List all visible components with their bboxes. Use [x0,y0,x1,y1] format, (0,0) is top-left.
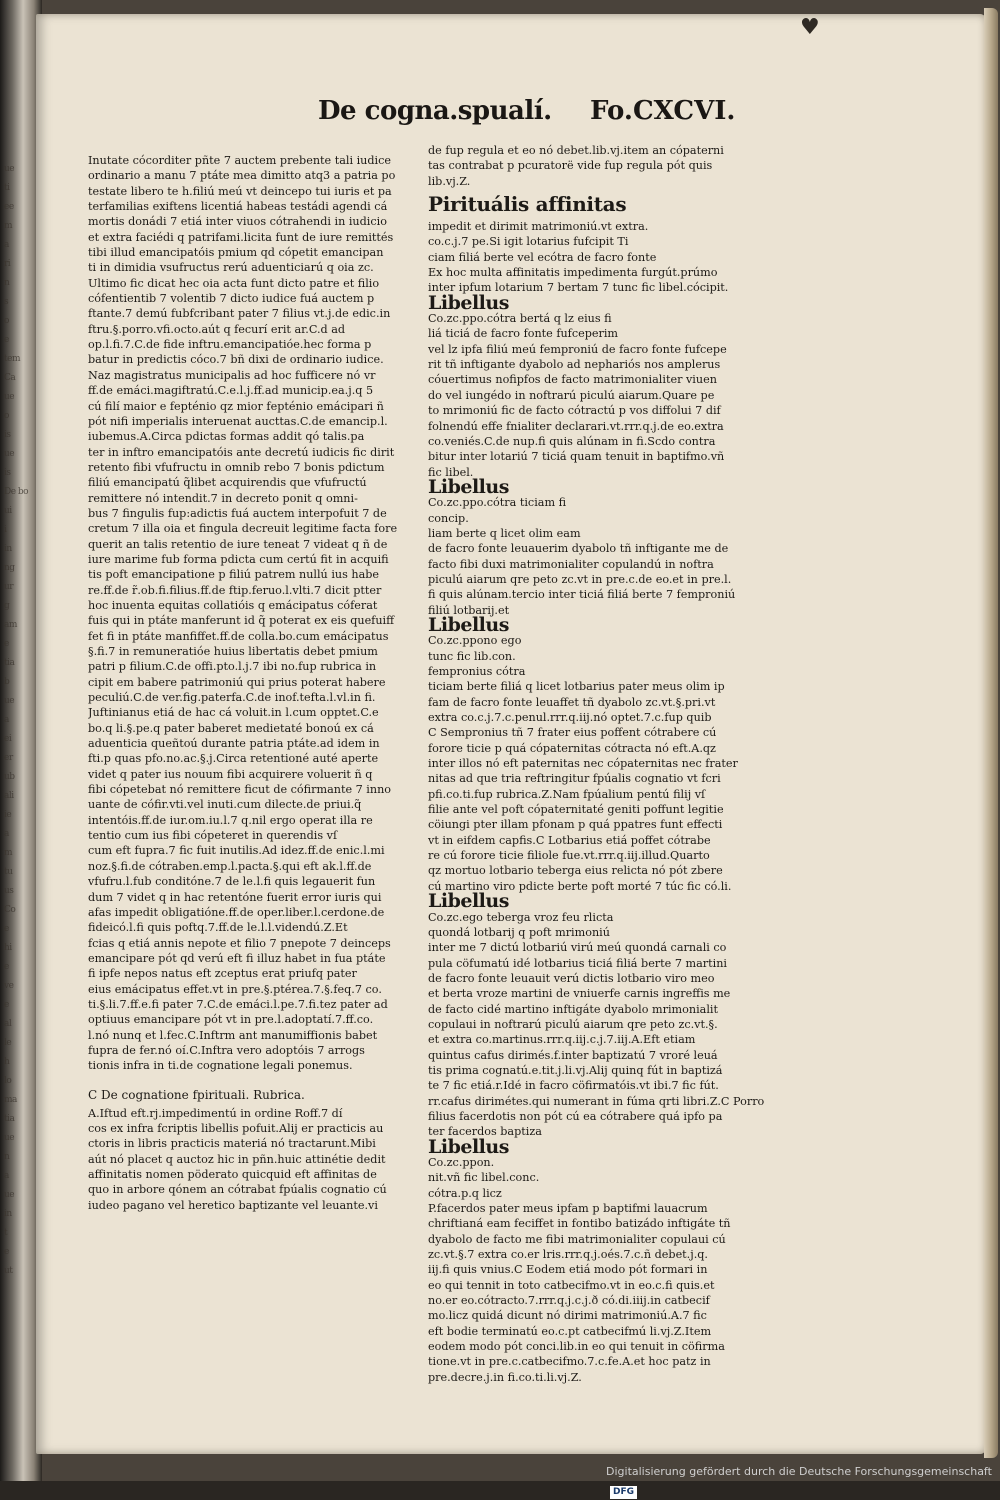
libellus-line-4 [428,890,768,913]
text-line: et berta vroze martini de vniuerfe carnis ingreffis me [428,987,731,1001]
text-line: bo.q li.§.pe.q pater baberet medietaté bonoú ex cá [88,721,374,735]
text-line: batur in predictis cóco.7 bñ dixi de ordinario iudice. [88,353,384,367]
text-line: nit.vñ fic libel.conc. [428,1171,540,1185]
text-line: aduenticia queñtoú durante patria ptáte.ad idem in [88,737,380,751]
text-line: A.Iftud eft.rj.impedimentú in ordine Roff.7 dí [88,1106,343,1120]
libellus-label: Libellus [428,613,509,636]
text-line: §.fi.7 in remuneratióe huius libertatis debet pmium [88,645,378,658]
libellus-line-5 [428,1135,768,1158]
fragment-line: e [4,1247,9,1257]
text-line: te 7 fic etiá.r.Idé in facro cöfirmatóis.vt ibi.7 fic fút. [428,1079,719,1093]
right-lines-d [428,633,768,894]
text-line: P.facerdos pater meus ipfam p baptifmi lauacrum [428,1202,708,1216]
libellus-line-2 [428,475,768,498]
text-line: uante de cófir.vti.vel inuti.cum dilecte.de priui.q̃ [88,798,362,812]
text-line: patri p filium.C.de offi.pto.l.j.7 ibi no.fup rubrica in [88,660,377,674]
fragment-line: ub [4,772,15,782]
right-lines-a [428,219,768,296]
text-line: C Sempronius tñ 7 frater eius poffent cótrabere cú [428,726,717,740]
text-line: lib.vj.Z. [428,174,471,188]
text-line: iubemus.A.Circa pdictas formas addit qó talis.pa [88,430,365,444]
fragment-line: Ca [4,373,16,383]
left-lines-part2 [88,1106,400,1213]
text-line: impedit et dirimit matrimoniú.vt extra. [428,220,649,234]
text-line: filie ante vel poft cópaternitaté geniti poffunt legitie [428,803,724,817]
fragment-line: a [4,240,9,250]
fragment-line: ue [4,392,15,402]
text-line: Ex hoc multa affinitatis impedimenta furgút.prúmo [428,266,718,280]
text-line: extra co.c.j.7.c.penul.rrr.q.iij.nó optet.7.c.fup quib [428,711,712,725]
text-line: ti.§.li.7.ff.e.fi pater 7.C.de emáci.l.pe.7.fi.tez pater ad [88,997,388,1011]
text-line: filiú emancipatú q̃libet acquirendis que vfufructú [88,476,367,490]
text-line: ter facerdos baptiza [428,1125,542,1139]
text-line: et extra co.martinus.rrr.q.iij.c.j.7.iij.A.Eft etiam [428,1033,696,1047]
left-text-column [88,153,400,1213]
fragment-line: ei [4,734,12,744]
fragment-line: ma [4,1095,17,1105]
libellus-label: Libellus [428,1135,509,1158]
text-line: pula cöfumatú idé lotbarius ticiá filiá berte 7 martini [428,956,727,970]
fragment-line: am [4,620,17,630]
text-line: re.ff.de r̃.ob.fi.filius.ff.de ftip.feruo.l.vlti.7 dicit ptter [88,583,382,597]
fragment-line: ue [4,164,15,174]
fragment-line: e [4,335,9,345]
text-line: pre.decre.j.in fi.co.ti.li.vj.Z. [428,1370,582,1384]
libellus-line-3 [428,613,768,636]
libellus-line-1 [428,291,768,314]
page-edge [984,8,998,1458]
text-line: fuis qui in ptáte manferunt id q̃ poterat ex eis quefuiff [88,614,395,628]
text-line: cretum 7 illa oia et fingula decreuit legitime facta fore [88,522,398,536]
fragment-line: g [4,601,10,611]
fragment-line: ti [4,183,10,193]
fragment-line: ng [4,563,15,573]
text-line: ftru.§.porro.vfi.octo.aút q fecurí erit ar.C.d ad [88,322,346,336]
text-line: querit an talis retentio de iure teneat 7 videat q ñ de [88,537,388,551]
text-line: fic libel. [428,465,474,479]
text-line: tas contrabat p pcuratorë vide fup regula pót quis [428,159,713,173]
fragment-line: tem [4,354,20,364]
text-line: cú martino viro pdicte berte poft morté 7 túc fic có.li. [428,879,732,893]
text-line: de facro fonte leuauerim dyabolo tñ inftigante me de [428,542,729,556]
fragment-line: tia [4,658,15,668]
fragment-line: n [4,1152,10,1162]
fragment-line: in [4,1209,12,1219]
fragment-line: a [4,829,9,839]
fragment-line: ue [4,449,15,459]
text-line: tis prima cognatú.e.tit.j.li.vj.Alij quinq fút in baptizá [428,1063,723,1077]
text-line: do vel iungédo in noftrarú piculú aiarum.Quare pe [428,388,715,402]
fragment-line: e [4,962,9,972]
fragment-line: h [4,1057,10,1067]
text-line: re cú forore ticie filiole fue.vt.rrr.q.iij.illud.Quarto [428,849,710,863]
text-line: videt q pater ius nouum fibi acquirere voluerit ñ q [88,767,373,781]
text-line: eius emácipatus effet.vt in pre.§.ptérea.7.§.feq.7 co. [88,982,382,996]
fragment-line: ur [4,582,14,592]
text-line: vfufru.l.fub conditóne.7 de le.l.fi quis legauerit fun [88,875,376,889]
fragment-line: ue [4,696,15,706]
text-line: fideicó.l.fi quis poftq.7.ff.de le.l.l.videndú.Z.Et [88,921,348,935]
fragment-line: is [4,430,11,440]
text-line: cipit em babere patrimoniú qui prius poterat habere [88,675,386,689]
fragment-line: is [4,468,11,478]
text-line: tis poft emancipatione p filiú patrem nullú ius habe [88,568,380,582]
fragment-line: t [4,1228,8,1238]
fragment-line: a [4,715,9,725]
text-line: pót nifi imperialis interuenat aucttas.C.de emancip.l. [88,414,388,428]
text-line: fibi cópetebat nó remittere ficut de cófirmante 7 inno [88,783,392,797]
text-line: iudeo pagano vel heretico baptizante vel leuante.vi [88,1198,378,1212]
text-line: dum 7 videt q in hac retentóne fuerit error iuris qui [88,890,382,904]
text-line: chriftianá eam feciffet in fontibo batizádo inftigáte tñ [428,1217,731,1231]
text-line: hoc inuenta equitas collatióis q emácipatus cóferat [88,598,378,612]
digitization-footer [606,1462,1000,1497]
text-line: bitur inter lotariú 7 ticiá quam tenuit in baptifmo.vñ [428,450,725,464]
text-line: qz mortuo lotbario teberga eius relicta nó pót zbere [428,864,723,878]
facing-page-fragment [4,160,38,1300]
fragment-line: ie [4,810,12,820]
text-line: peculiú.C.de ver.fig.paterfa.C.de inof.tefta.l.vl.in fi. [88,691,376,705]
text-line: testate libero te h.filiú meú vt deincepo tui iuris et pa [88,184,392,198]
text-line: dyabolo de facto me fibi matrimonialiter copulaui cú [428,1232,726,1246]
libellus-label: Libellus [428,475,509,498]
spacer [88,1074,400,1084]
fragment-line: ee [4,202,14,212]
fragment-line: Co [4,905,16,915]
dfg-logo: DFG [610,1486,637,1499]
text-line: co.c.j.7 pe.Si igit lotarius fufcipit Ti [428,235,629,249]
text-line: nitas ad que tria reftringitur fpúalis cognatio vt fcri [428,772,721,786]
text-line: filius facerdotis non pót cú ea cótrabere quá ipfo pa [428,1109,723,1123]
right-lines-c [428,495,768,618]
text-line: filiú lotbarij.et [428,603,510,617]
fragment-line: b [4,677,10,687]
text-line: fempronius cótra [428,665,526,678]
fragment-line: in [4,544,12,554]
rubric-heading: C De cognatione fpirituali. Rubrica. [88,1087,305,1102]
text-line: ftante.7 demú fubfcribant pater 7 filius vt.j.de edic.in [88,307,391,321]
text-line: iij.fi quis vnius.C Eodem etiá modo pót formari in [428,1263,708,1277]
text-line: fti.p quas pfo.no.ac.§.j.Circa retentioné auté aperte [88,752,379,766]
fragment-line: le [4,1038,12,1048]
text-line: forore ticie p quá cópaternitas cótracta nó eft.A.qz [428,741,716,755]
left-lines-part1 [88,153,400,1074]
text-line: piculú aiarum qre peto zc.vt in pre.c.de eo.et in pre.l. [428,572,732,586]
fragment-line: e [4,1000,9,1010]
text-line: fet fi in ptáte manfiffet.ff.de colla.bo.cum emácipatus [88,629,389,643]
text-line: eodem modo pót conci.lib.in eo qui tenuit in cöfirma [428,1340,725,1354]
text-line: aút nó placet q auctoz hic in pñn.huic attinétie dedit [88,1152,386,1166]
text-line: noz.§.fi.de cótraben.emp.l.pacta.§.qui eft ak.l.ff.de [88,859,372,873]
fragment-line: tia [4,1114,15,1124]
fragment-line: s [4,297,9,307]
fragment-line: m [4,221,13,231]
text-line: eo qui tennit in toto catbecifmo.vt in eo.c.fi quis.et [428,1278,715,1292]
text-line: fupra de fer.nó oí.C.Inftra vero adoptóis 7 arrogs [88,1043,365,1057]
text-line: cöiungi pter illam pfonam p quá ppatres funt effecti [428,818,723,832]
text-line: affinitatis nomen pöderato quicquid eft affinitas de [88,1168,377,1181]
text-line: tentio cum ius fibi cópeteret in querendis vſ [88,829,338,843]
text-line: concip. [428,511,469,525]
libellus-label: Libellus [428,890,509,913]
text-line: Co.zc.ppono ego [428,634,522,648]
text-line: no.er eo.cótracto.7.rrr.q.j.c.j.ð có.di.iiij.in catbecif [428,1294,710,1308]
text-line: folnendú effe fnialiter declarari.vt.rrr.q.j.de eo.extra [428,419,724,433]
text-line: vel lz ipfa filiú meú femproniú de facro fonte fufcepe [428,342,727,356]
text-line: Co.zc.ppo.cótra ticiam fi [428,496,567,510]
fragment-line: ue [4,1133,15,1143]
text-line: cos ex infra fcriptis libellis pofuit.Alij er practicis au [88,1121,384,1135]
text-line: Juftinianus etiá de hac cá voluit.in l.cum opptet.C.e [88,706,379,720]
text-line: iure marime fub forma pdicta cum certú fit in acquifi [88,552,389,566]
fragment-line: us [4,886,14,896]
text-line: terfamilias exiftens licentiá habeas testádi agendi cá [88,200,388,214]
text-line: tione.vt in pre.c.catbecifmo.7.c.fe.A.et hoc patz in [428,1355,711,1369]
text-line: fi ipfe nepos natus eft zceptus erat priufq pater [88,967,357,981]
text-line: inter me 7 dictú lotbariú virú meú quondá carnali co [428,941,727,955]
fragment-line: er [4,753,13,763]
fragment-line: o [4,316,9,326]
text-line: Co.zc.ego teberga vroz feu rlicta [428,910,614,924]
fragment-line: ue [4,1190,15,1200]
text-line: de facro fonte leuauit verú dictis lotbario viro meo [428,971,715,985]
text-line: Co.zc.ppon. [428,1156,495,1169]
right-lines-e [428,910,768,1140]
text-line: cú filí maior e fepténio qz mior fepténio emácipari ñ [88,399,384,413]
text-line: Ultimo fic dicat hec oia acta funt dicto patre et filio [88,276,380,290]
text-line: mortis donádi 7 etiá inter viuos cótrahendi in iudicio [88,215,387,229]
text-line: rit tñ inftigante dyabolo ad nephariós nos amplerus [428,358,721,372]
text-line: vt in eifdem capfis.C Lotbarius etiá poffet cótrabe [428,833,711,847]
fragment-line: e [4,924,9,934]
text-line: inter ipfum lotarium 7 bertam 7 tunc fic libel.cócipit. [428,281,729,295]
text-line: optiuus emancipare pót vt in pre.l.adoptatí.7.ff.co. [88,1013,374,1027]
text-line: ter in inftro emancipatóis ante decretú iudicis fic dirit [88,445,395,459]
text-line: ciam filiá berte vel ecótra de facro fonte [428,250,657,264]
text-line: et extra faciédi q patrifami.licita funt de iure remittés [88,230,394,244]
libellus-label: Libellus [428,291,509,314]
section-heading: Pirituális affinitas [428,192,627,217]
text-line: mo.licz quidá dicunt nó dirimi matrimoniú.A.7 fic [428,1309,707,1323]
text-line: ctoris in libris practicis materiá nó tractarunt.Mibi [88,1137,376,1151]
text-line: rr.cafus dirimétes.qui numerant in fúma qrti libri.Z.C Porro [428,1094,765,1108]
text-line: liá ticiá de facro fonte fufceperim [428,327,619,341]
fragment-line: i [4,525,7,535]
text-line: fcias q etiá annis nepote et filio 7 pnepote 7 deinceps [88,936,391,950]
right-lines-f [428,1155,768,1385]
text-line: fi quis alúnam.tercio inter ticiá filiá berte 7 femproniú [428,588,736,602]
text-line: l.nó nunq et l.fec.C.Inftrm ant manumiffionis babet [88,1028,378,1042]
text-line: afas impedit obligatióne.ff.de oper.liber.l.cerdone.de [88,905,385,919]
fragment-line: a [4,1171,9,1181]
running-title: De cogna.spualí. [318,96,552,126]
text-line: remittere nó intendit.7 in decreto ponit q omni- [88,491,358,505]
fragment-line: ri [4,259,11,269]
text-line: op.l.fi.7.C.de fide inftru.emancipatióe.hec forma p [88,338,372,352]
fragment-line: lo [4,1076,12,1086]
text-line: fam de facro fonte leuaffet tñ dyabolo zc.vt.§.pri.vt [428,695,716,709]
text-line: tibi illud emancipatóis pmium qd cópetit emancipan [88,246,384,260]
text-line: retento fibi vfufructu in omnib rebo 7 bonis pdictum [88,460,385,474]
heart-mark-icon: ♥ [800,15,820,40]
text-line: cótra.p.q licz [428,1186,502,1200]
text-line: to mrimoniú fic de facto cótractú p vos diffolui 7 dif [428,404,721,418]
text-line: de facto cidé martino inftigáte dyabolo mrimonialit [428,1002,718,1016]
fragment-line: ve [4,981,14,991]
text-line: inter illos nó eft paternitas nec cópaternitas nec frater [428,757,738,771]
fragment-line: o [4,411,9,421]
fragment-line: De bo [4,487,29,497]
text-line: emancipare pót qd verú eft fi illuz habet in fua ptáte [88,951,386,965]
text-line: zc.vt.§.7 extra co.er lris.rrr.q.j.oés.7.c.ñ debet.j.q. [428,1248,708,1262]
text-line: facto fibi duxi matrimonialiter copulandú in noftra [428,557,714,571]
text-line: copulaui in noftrarú piculú aiarum qre peto zc.vt.§. [428,1017,718,1031]
text-line: quondá lotbarij q poft mrimoniú [428,925,610,939]
text-line: Naz magistratus municipalis ad hoc fufficere nó vr [88,368,376,382]
fragment-line: hi [4,943,12,953]
fragment-line: m [4,848,13,858]
text-line: de fup regula et eo nó debet.lib.vj.item an cópaterni [428,144,724,157]
fragment-line: e [4,639,9,649]
fragment-line: ui [4,506,12,516]
fragment-line: n [4,278,10,288]
text-line: tionis infra in ti.de cognatione legali ponemus. [88,1059,353,1073]
text-line: quo in arbore qónem an cótrabat fpúalis cognatio cú [88,1183,387,1197]
text-line: pfi.co.ti.fup rubrica.Z.Nam fpúalium pentú filij vſ [428,787,706,801]
text-line: ordinario a manu 7 ptáte mea dimitto atq3 a patria po [88,169,396,183]
text-line: co.veniés.C.de nup.fi quis alúnam in fi.Scdo contra [428,434,716,448]
text-line: ff.de emáci.magiftratú.C.e.l.j.ff.ad municip.ea.j.q 5 [88,384,374,398]
text-line: ticiam berte filiá q licet lotbarius pater meus olim ip [428,680,725,694]
text-line: quintus cafus dirimés.f.inter baptizatú 7 vroré leuá [428,1048,718,1062]
fragment-line: tu [4,867,13,877]
text-line: tunc fic lib.con. [428,649,516,663]
footer-text: Digitalisierung gefördert durch die Deutsche Forschungsgemeinschaft [606,1465,992,1478]
fragment-line: ali [4,791,14,801]
text-line: bus 7 fingulis fup:adictis fuá auctem interpofuit 7 de [88,506,387,520]
right-lines-b [428,311,768,480]
text-line: liam berte q licet olim eam [428,526,581,540]
text-line: cum eft fupra.7 fic fuit inutilis.Ad idez.ff.de enic.l.mi [88,844,385,858]
folio-number: Fo.CXCVI. [590,96,736,126]
text-line: cóuertimus nofipfos de facto matrimonialiter viuen [428,373,717,387]
fragment-line: al [4,1019,12,1029]
text-line: cófentientib 7 volentib 7 dicto iudice fuá auctem p [88,292,375,306]
text-line: Co.zc.ppo.cótra bertá q lz eius fi [428,312,612,326]
text-line: ti in dimidia vsufructus rerú aduenticiarú q oia zc. [88,261,374,275]
fragment-line: ut [4,1266,13,1276]
running-head [318,96,738,136]
right-text-column [428,143,768,1385]
text-line: intentóis.ff.de iur.om.iu.l.7 q.nil ergo operat illa re [88,813,373,827]
text-line: Inutate cócorditer pñte 7 auctem prebente tali iudice [88,154,391,167]
right-lines-top [428,143,768,189]
text-line: eft bodie terminatú eo.c.pt catbecifmú li.vj.Z.Item [428,1324,712,1338]
